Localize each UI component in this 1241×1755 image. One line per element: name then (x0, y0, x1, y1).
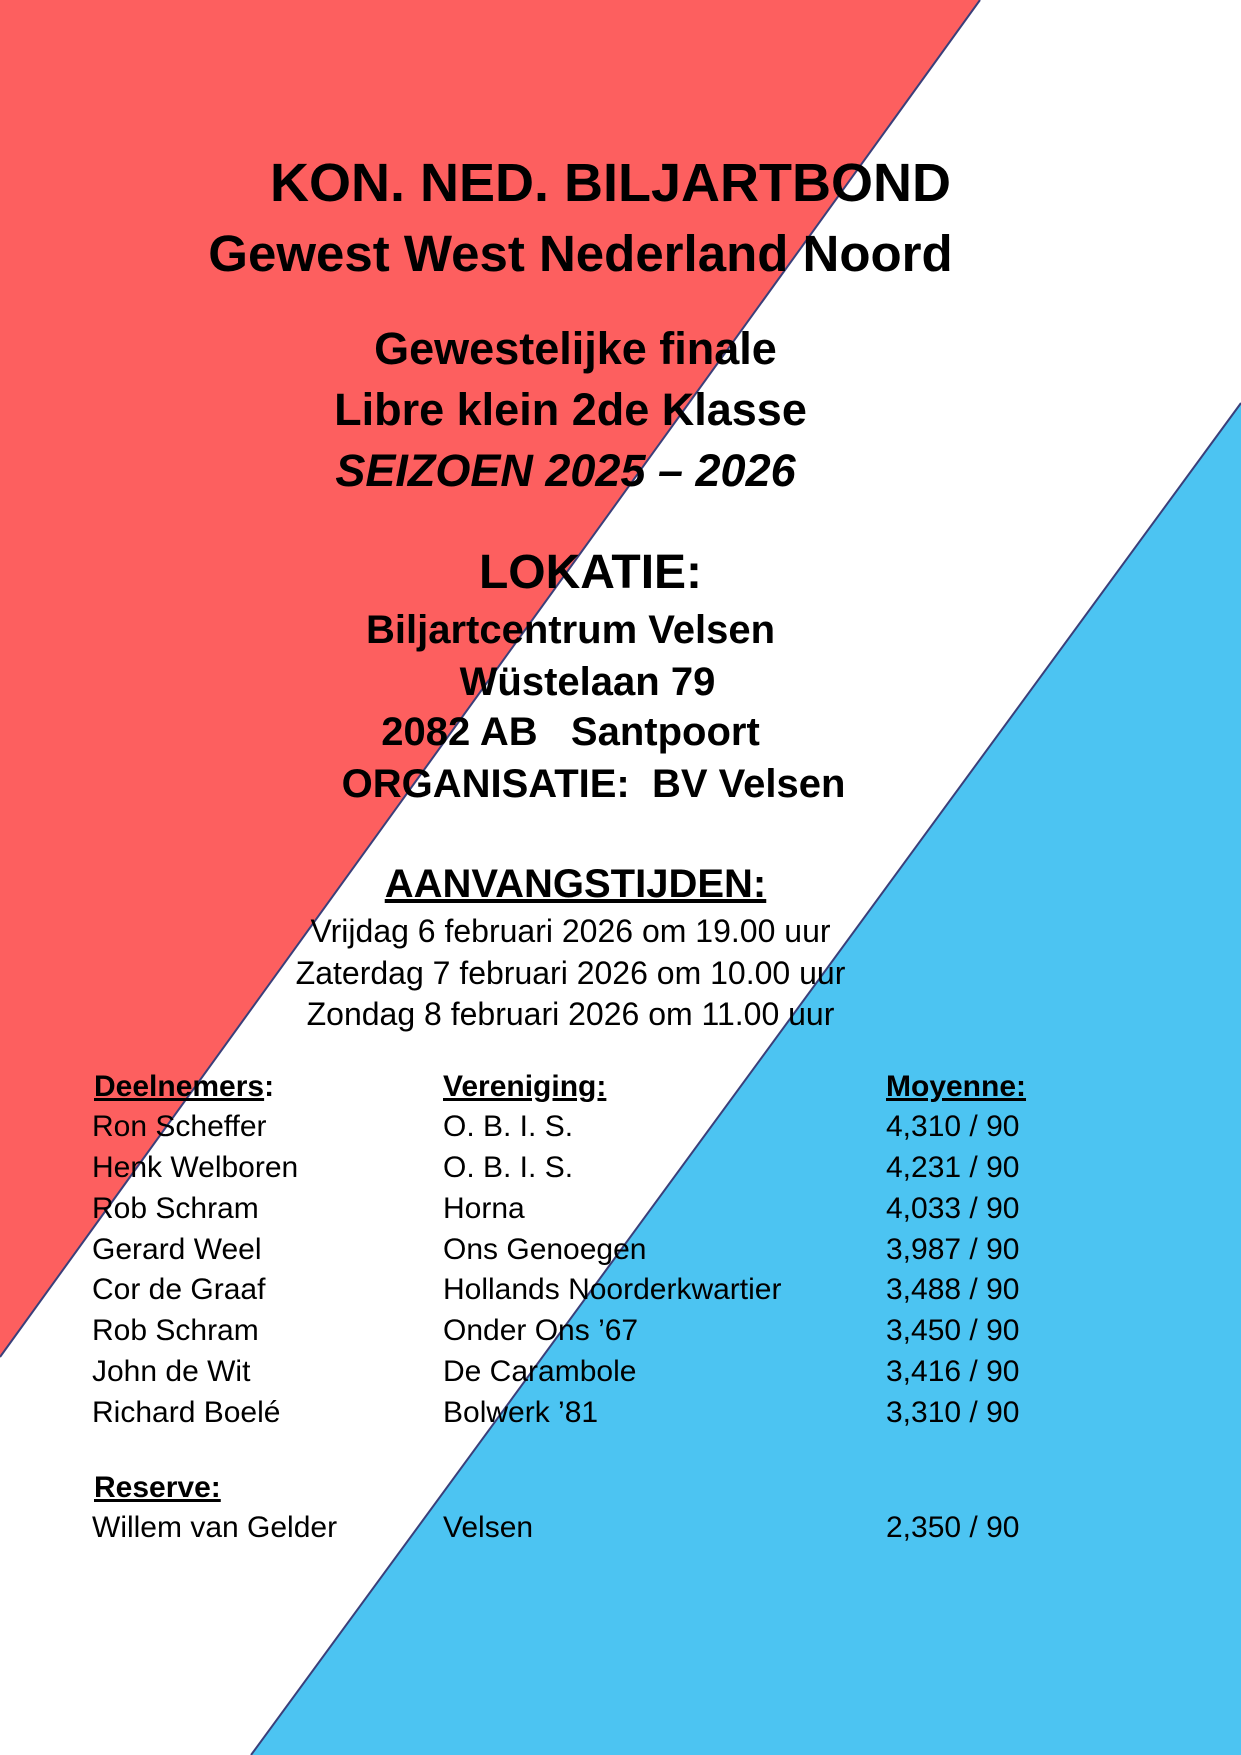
participant-average: 3,310 / 90 (886, 1396, 1020, 1429)
participant-name: John de Wit (92, 1355, 251, 1388)
reserve-name: Willem van Gelder (92, 1511, 338, 1544)
title-line-2: Gewest West Nederland Noord (208, 225, 953, 282)
participant-club: Onder Ons ’67 (443, 1314, 639, 1347)
participant-average: 4,231 / 90 (886, 1151, 1020, 1184)
event-line-1: Gewestelijke finale (374, 323, 777, 374)
club-header: Vereniging: (443, 1070, 607, 1103)
participants-header-colon: : (264, 1070, 275, 1103)
reserve-club: Velsen (443, 1511, 534, 1544)
participant-average: 3,488 / 90 (886, 1273, 1020, 1306)
participant-club: Ons Genoegen (443, 1233, 647, 1266)
participant-name: Rob Schram (92, 1314, 259, 1347)
participant-name: Henk Welboren (92, 1151, 299, 1184)
title-line-1: KON. NED. BILJARTBOND (269, 153, 951, 213)
average-header: Moyenne: (886, 1070, 1027, 1103)
participant-club: Bolwerk ’81 (443, 1396, 599, 1429)
venue-name: Biljartcentrum Velsen (365, 608, 776, 652)
participant-average: 4,033 / 90 (886, 1192, 1020, 1225)
participant-name: Gerard Weel (92, 1233, 262, 1266)
participant-club: Horna (443, 1192, 525, 1225)
venue-street: Wüstelaan 79 (459, 660, 716, 704)
time-item-2: Zaterdag 7 februari 2026 om 10.00 uur (295, 955, 846, 991)
participant-name: Cor de Graaf (92, 1273, 266, 1306)
participant-club: O. B. I. S. (443, 1151, 574, 1184)
participants-header-label: Deelnemers (94, 1070, 265, 1103)
participant-average: 3,416 / 90 (886, 1355, 1020, 1388)
time-item-1: Vrijdag 6 februari 2026 om 19.00 uur (310, 913, 831, 949)
participant-club: O. B. I. S. (443, 1110, 574, 1143)
participant-club: De Carambole (443, 1355, 637, 1388)
participant-name: Ron Scheffer (92, 1110, 267, 1143)
participants-header (94, 1069, 274, 1105)
participant-name: Rob Schram (92, 1192, 259, 1225)
participant-name: Richard Boelé (92, 1396, 281, 1429)
event-line-2: Libre klein 2de Klasse (334, 384, 807, 435)
location-heading: LOKATIE: (478, 546, 703, 599)
organisation: ORGANISATIE: BV Velsen (341, 762, 846, 806)
reserve-heading: Reserve: (94, 1471, 221, 1504)
times-heading: AANVANGSTIJDEN: (384, 862, 767, 906)
season: SEIZOEN 2025 – 2026 (335, 445, 796, 496)
time-item-3: Zondag 8 februari 2026 om 11.00 uur (306, 996, 835, 1032)
participant-average: 3,987 / 90 (886, 1233, 1020, 1266)
venue-city: 2082 AB Santpoort (381, 710, 760, 754)
participant-average: 4,310 / 90 (886, 1110, 1020, 1143)
reserve-average: 2,350 / 90 (886, 1511, 1020, 1544)
participant-club: Hollands Noorderkwartier (443, 1273, 782, 1306)
participant-average: 3,450 / 90 (886, 1314, 1020, 1347)
